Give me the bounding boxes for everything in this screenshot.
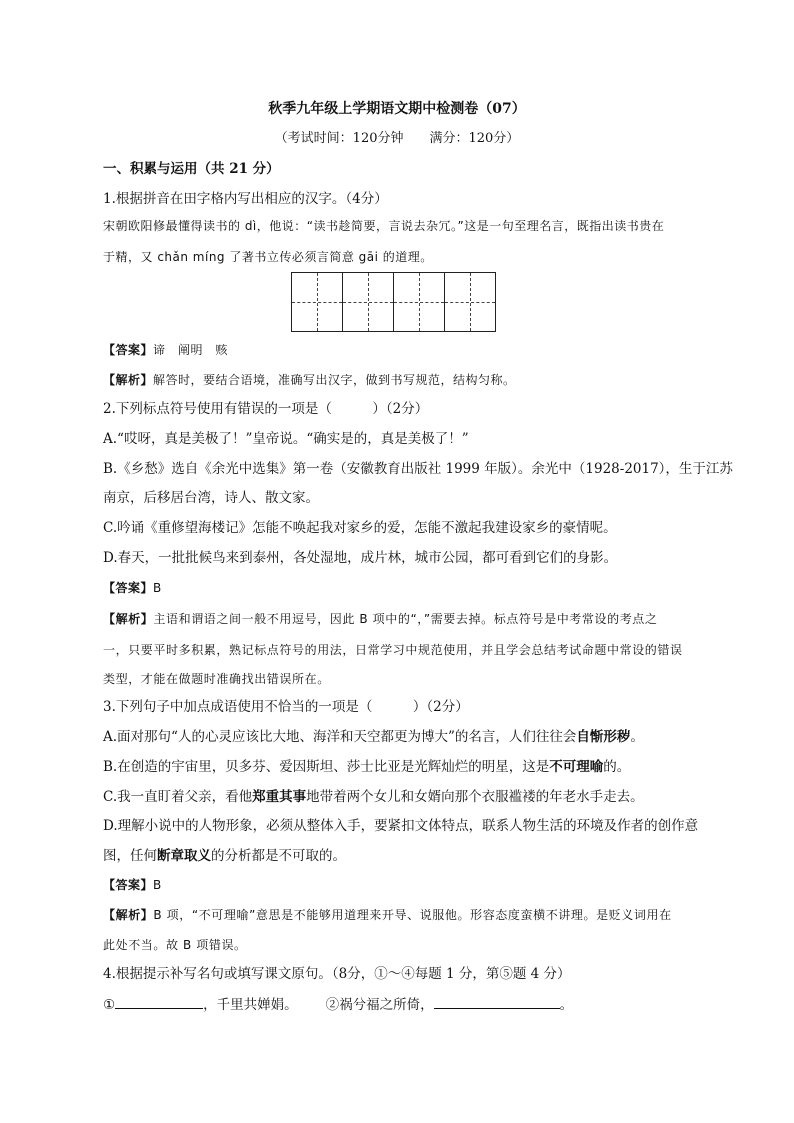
q2-analysis-line1 — [103, 609, 693, 629]
grid-cell[interactable] — [393, 272, 445, 332]
option-text: 地带着两个女儿和女婿向那个衣服褴褛的年老水手走去。 — [306, 789, 644, 805]
answer-tag: 【答案】 — [103, 581, 154, 595]
item-text: 。 — [559, 997, 574, 1013]
section-heading: 一、积累与运用（共 21 分） — [103, 161, 280, 177]
page-title: 秋季九年级上学期语文期中检测卷（07） — [268, 101, 526, 117]
q3-analysis-line2: 此处不当。故 B 项错误。 — [103, 938, 247, 952]
answer-tag: 【答案】 — [103, 878, 154, 892]
answer-text: 谛 阐明 赅 — [153, 343, 229, 357]
q3-option-c — [103, 787, 693, 807]
q2-option-d: D.春天，一批批候鸟来到泰州，各处湿地，成片林，城市公园，都可看到它们的身影。 — [103, 550, 618, 566]
analysis-tag: 【解析】 — [103, 373, 154, 387]
answer-tag: 【答案】 — [103, 343, 154, 357]
answer-text: B — [153, 878, 162, 892]
q1-stem: 1.根据拼音在田字格内写出相应的汉字。（4分） — [103, 191, 388, 207]
q2-answer — [103, 578, 693, 598]
analysis-tag: 【解析】 — [103, 612, 154, 626]
page-subtitle: （考试时间：120分钟 满分：120分） — [274, 131, 520, 146]
q2-option-b-line2: 南京，后移居台湾，诗人、散文家。 — [103, 490, 319, 506]
q2-stem: 2.下列标点符号使用有错误的一项是（ ）（2分） — [103, 401, 429, 417]
q1-answer — [103, 340, 693, 360]
option-text: 。 — [630, 729, 644, 745]
q3-stem: 3.下列句子中加点成语使用不恰当的一项是（ ）（2分） — [103, 699, 469, 715]
grid-cell[interactable] — [444, 272, 496, 332]
option-text: 的分析都是不可取的。 — [211, 848, 346, 864]
tianzige-grid — [291, 272, 496, 332]
item-number: ① — [103, 997, 116, 1013]
analysis-text: 主语和谓语之间一般不用逗号，因此 B 项中的“，”需要去掉。标点符号是中考常设的考点之 — [153, 612, 658, 626]
analysis-text: 解答时，要结合语境，准确写出汉字，做到书写规范，结构匀称。 — [153, 373, 516, 387]
fill-blank[interactable] — [434, 994, 560, 1009]
q2-option-c: C.吟诵《重修望海楼记》怎能不唤起我对家乡的爱，怎能不激起我建设家乡的豪情呢。 — [103, 520, 617, 536]
q2-option-b-line1: B.《乡愁》选自《余光中选集》第一卷（安徽教育出版社 1999 年版）。余光中（1928-2017），生于江苏 — [103, 461, 733, 477]
fill-blank[interactable] — [115, 994, 203, 1009]
item-text: ，千里共婵娟。 — [203, 997, 298, 1013]
q3-answer — [103, 875, 693, 895]
q3-option-b — [103, 757, 693, 777]
q2-option-a: A.“哎呀，真是美极了！”皇帝说。“确实是的，真是美极了！” — [103, 431, 469, 447]
option-text: C.我一直盯着父亲，看他 — [103, 789, 253, 805]
dotted-idiom: 不可理喻 — [549, 759, 604, 775]
dotted-idiom: 自惭形秽 — [576, 729, 631, 745]
q4-stem: 4.根据提示补写名句或填写课文原句。（8分，①～④每题 1 分，第⑤题 4 分） — [103, 966, 571, 982]
dotted-idiom: 断章取义 — [157, 848, 211, 864]
dotted-idiom: 郑重其事 — [252, 789, 307, 805]
q3-analysis-line1 — [103, 905, 693, 925]
q3-option-d-line2 — [103, 846, 693, 866]
grid-cell[interactable] — [342, 272, 394, 332]
analysis-text: B 项，“不可理喻”意思是不能够用道理来开导、说服他。形容态度蛮横不讲理。是贬义词用在 — [153, 908, 672, 922]
q3-option-a — [103, 727, 693, 747]
analysis-tag: 【解析】 — [103, 908, 154, 922]
q2-analysis-line3: 类型，才能在做题时准确找出错误所在。 — [103, 672, 330, 686]
answer-text: B — [153, 581, 162, 595]
option-text: 的。 — [603, 759, 631, 775]
q1-passage-line2: 于精，又 chǎn míng 了著书立传必须言简意 gāi 的道理。 — [103, 250, 433, 264]
q3-option-d-line1: D.理解小说中的人物形象，必须从整体入手，要紧扣文体特点，联系人物生活的环境及作者的创作意 — [103, 818, 699, 834]
grid-cell[interactable] — [291, 272, 343, 332]
q1-passage-line1: 宋朝欧阳修最懂得读书的 dì，他说：“读书趁简要，言说去杂冗。”这是一句至理名言，既指出读书贵在 — [103, 219, 665, 233]
option-text: 图，任何 — [103, 848, 157, 864]
q1-analysis — [103, 370, 693, 390]
option-text: B.在创造的宇宙里，贝多芬、爱因斯坦、莎士比亚是光辉灿烂的明星，这是 — [103, 759, 550, 775]
item-text: ②祸兮福之所倚， — [325, 997, 434, 1013]
q4-items — [103, 994, 693, 1015]
q2-analysis-line2: 一，只要平时多积累，熟记标点符号的用法，日常学习中规范使用，并且学会总结考试命题中常设的错误 — [103, 643, 683, 657]
option-text: A.面对那句“人的心灵应该比大地、海洋和天空都更为博大”的名言，人们往往会 — [103, 729, 577, 745]
